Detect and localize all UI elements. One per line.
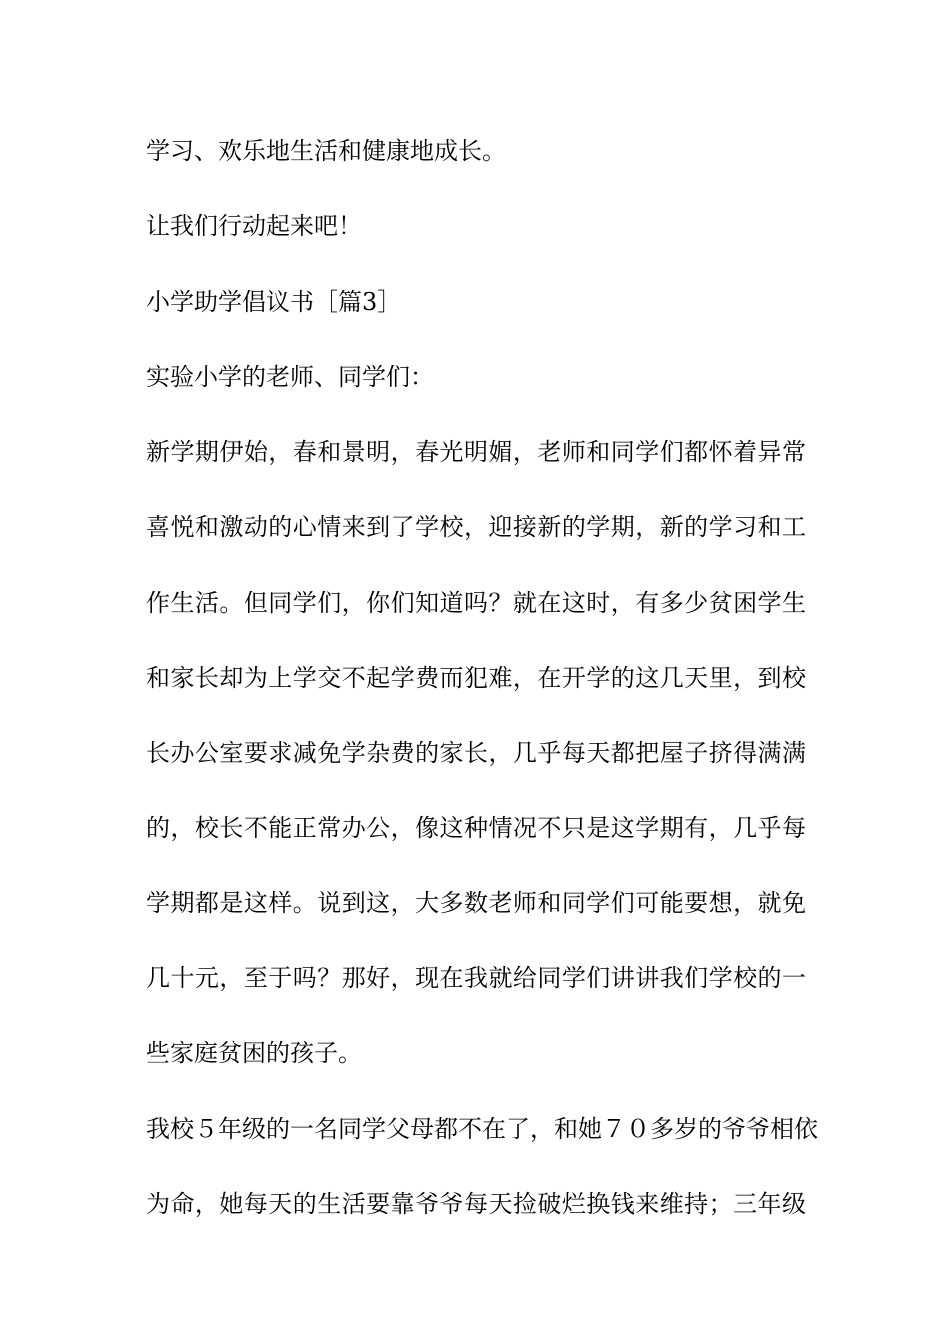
text-line: 作生活。但同学们，你们知道吗？就在这时，有多少贫困学生 [146, 589, 806, 617]
heading-line: 小学助学倡议书［篇3］ [146, 288, 402, 316]
text-line: 学习、欢乐地生活和健康地成长。 [146, 137, 506, 165]
text-line: 些家庭贫困的孩子。 [146, 1039, 362, 1067]
salutation-line: 实验小学的老师、同学们： [146, 363, 434, 391]
text-line: 让我们行动起来吧！ [146, 212, 362, 240]
text-line: 的，校长不能正常办公，像这种情况不只是这学期有，几乎每 [146, 814, 806, 842]
text-line: 几十元，至于吗？那好，现在我就给同学们讲讲我们学校的一 [146, 964, 806, 992]
text-line: 我校５年级的一名同学父母都不在了，和她７０多岁的爷爷相依 [146, 1115, 818, 1143]
text-line: 学期都是这样。说到这，大多数老师和同学们可能要想，就免 [146, 889, 806, 917]
text-line: 新学期伊始，春和景明，春光明媚，老师和同学们都怀着异常 [146, 438, 806, 466]
text-line: 喜悦和激动的心情来到了学校，迎接新的学期，新的学习和工 [146, 513, 806, 541]
text-line: 为命，她每天的生活要靠爷爷每天捡破烂换钱来维持；三年级 [146, 1190, 806, 1218]
text-line: 长办公室要求减免学杂费的家长，几乎每天都把屋子挤得满满 [146, 739, 806, 767]
text-line: 和家长却为上学交不起学费而犯难，在开学的这几天里，到校 [146, 664, 806, 692]
